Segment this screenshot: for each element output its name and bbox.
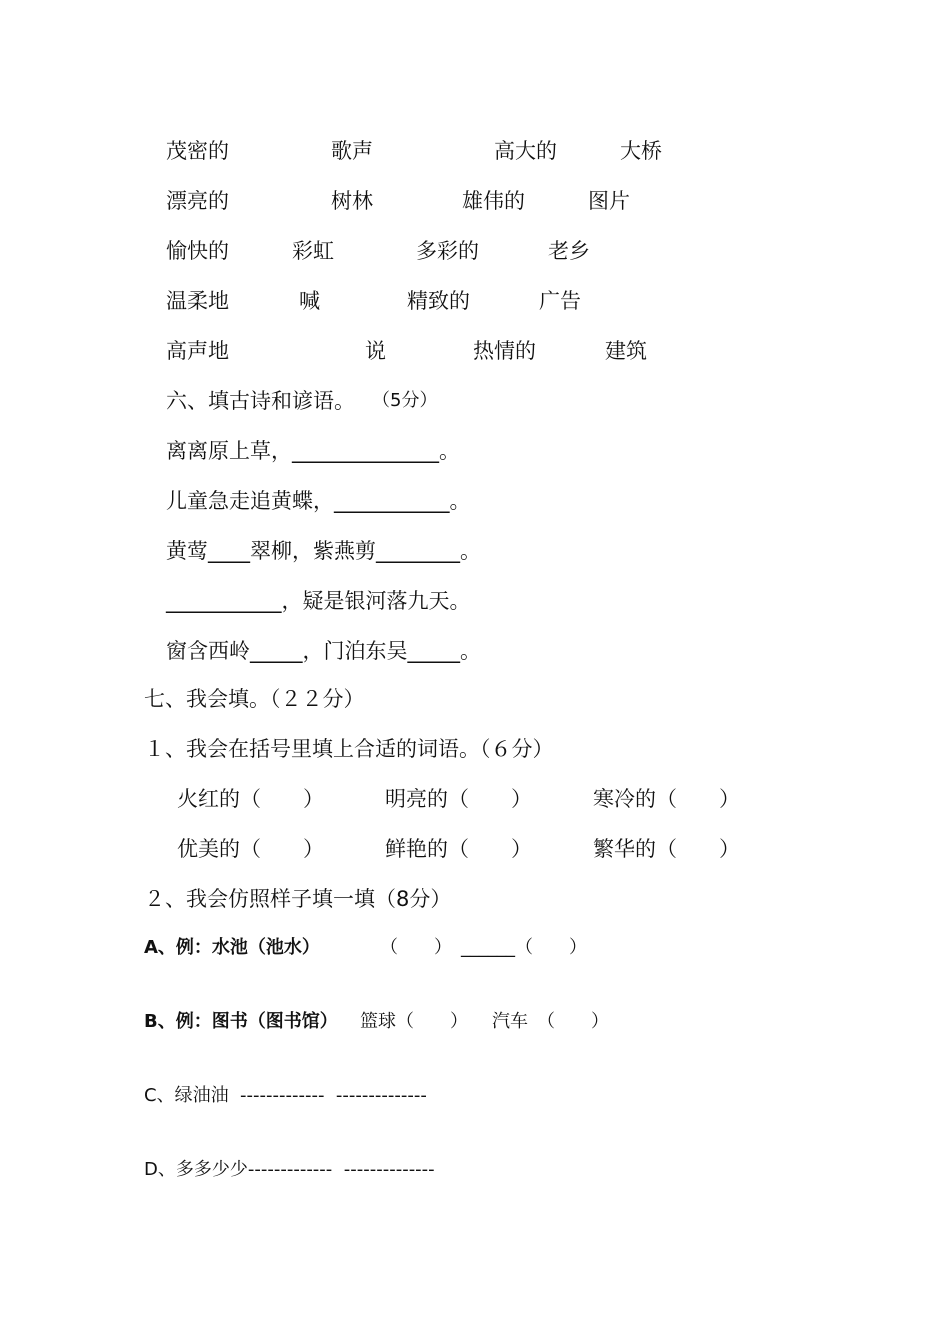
- fill-item: 优美的（ ）: [177, 837, 324, 861]
- match-word: 说: [365, 339, 386, 363]
- match-word: 多彩的: [416, 239, 479, 263]
- match-word: 漂亮的: [166, 189, 229, 213]
- match-word: 茂密的: [166, 139, 229, 163]
- match-word: 喊: [299, 289, 320, 313]
- match-word: 精致的: [407, 289, 470, 313]
- fill-item: 繁华的（ ）: [593, 837, 740, 861]
- question-2-title: ２、我会仿照样子填一填（8分）: [144, 887, 452, 911]
- line-d: D、多多少少------------- --------------: [144, 1159, 435, 1180]
- match-word: 歌声: [331, 139, 373, 163]
- example-b-label: B、例：图书（图书馆）: [144, 1011, 338, 1032]
- match-word: 树林: [331, 189, 373, 213]
- section-6-score: （5分）: [372, 390, 438, 411]
- example-b-item-1: 篮球（ ）: [360, 1011, 468, 1032]
- match-word: 老乡: [548, 239, 590, 263]
- match-word: 温柔地: [166, 289, 229, 313]
- match-word: 高声地: [166, 339, 229, 363]
- example-a-blanks: （ ） ______（ ）: [380, 937, 587, 958]
- example-a-label: A、例：水池（池水）: [144, 937, 320, 958]
- match-word: 热情的: [473, 339, 536, 363]
- fill-item: 鲜艳的（ ）: [385, 837, 532, 861]
- match-word: 愉快的: [166, 239, 229, 263]
- section-6-title: 六、填古诗和谚语。: [166, 389, 355, 413]
- example-b-item-2: 汽车 （ ）: [492, 1011, 609, 1032]
- match-word: 彩虹: [292, 239, 334, 263]
- section-7-title: 七、我会填。（２２分）: [144, 687, 365, 711]
- match-word: 图片: [588, 189, 630, 213]
- poem-line-3: 黄莺____翠柳，紫燕剪________。: [166, 539, 481, 563]
- poem-line-5: 窗含西岭_____，门泊东吴_____。: [166, 639, 481, 663]
- fill-item: 火红的（ ）: [177, 787, 324, 811]
- match-word: 高大的: [494, 139, 557, 163]
- match-word: 广告: [539, 289, 581, 313]
- poem-line-2: 儿童急走追黄蝶，___________。: [166, 489, 471, 513]
- match-word: 雄伟的: [462, 189, 525, 213]
- question-1-title: １、我会在括号里填上合适的词语。（６分）: [144, 737, 554, 761]
- fill-item: 明亮的（ ）: [385, 787, 532, 811]
- line-c: C、绿油油 ------------- --------------: [144, 1085, 427, 1106]
- match-word: 大桥: [620, 139, 662, 163]
- poem-line-1: 离离原上草，______________。: [166, 439, 460, 463]
- poem-line-4: ___________，疑是银河落九天。: [166, 589, 471, 613]
- fill-item: 寒冷的（ ）: [593, 787, 740, 811]
- match-word: 建筑: [605, 339, 647, 363]
